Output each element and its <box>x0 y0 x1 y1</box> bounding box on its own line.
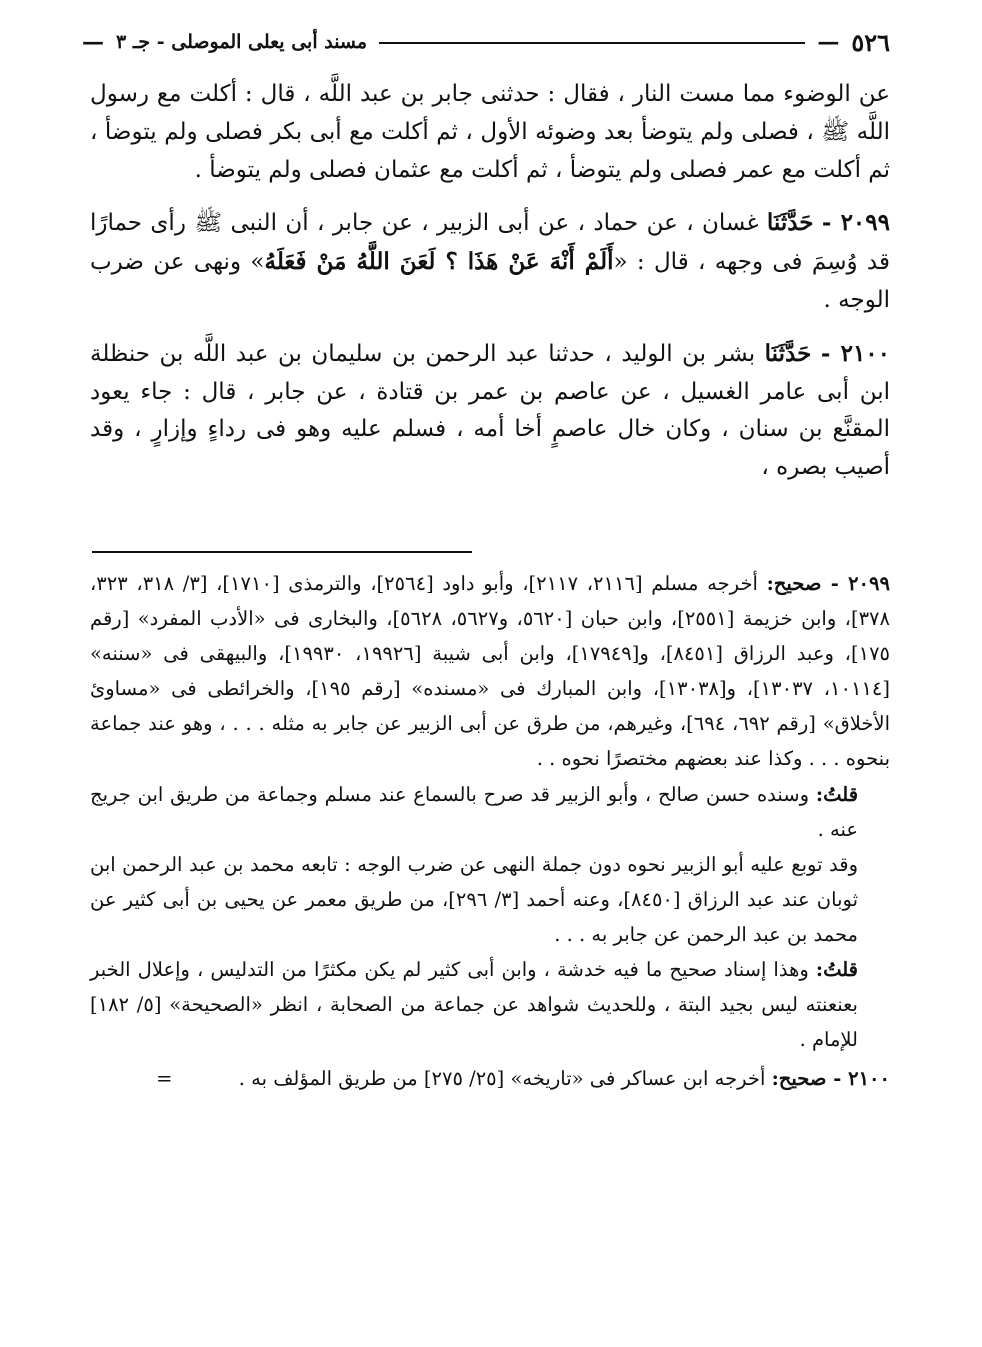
footnote-qult-2 <box>90 952 858 1057</box>
running-header <box>82 22 890 62</box>
footnote-2099 <box>90 566 890 777</box>
footnotes <box>90 566 890 1096</box>
hadith-number: ٢٠٩٩ - <box>821 209 890 237</box>
hadith-text-end: » ونهى عن ضرب الوجه . <box>90 249 890 313</box>
footnote-2100 <box>90 1061 890 1096</box>
qult-label: قلتُ: <box>815 782 859 806</box>
header-dash: — <box>817 29 840 55</box>
hadith-keyword: حَدَّثَنَا <box>764 339 812 367</box>
footnote-qult-1 <box>90 777 858 847</box>
continuation-mark: = <box>156 1067 173 1091</box>
footnote-separator <box>92 551 472 553</box>
qult-label: قلتُ: <box>815 958 858 982</box>
hadith-2100 <box>90 335 890 487</box>
hadith-number: ٢١٠٠ - <box>820 339 891 367</box>
footnote-text: أخرجه ابن عساكر فى «تاريخه» [٢٥/ ٢٧٥] من طريق المؤلف به . <box>238 1067 766 1091</box>
footnote-tabaa: وقد توبع عليه أبو الزبير نحوه دون جملة النهى عن ضرب الوجه : تابعه محمد بن عبد الرحمن ابن ثوبان عند عبد الرزاق [٨٤٥٠]، وعنه أحمد [٣/ ٢٩٦]، من طريق معمر عن يحيى بن أبى كثير عن محمد بن عبد الرحمن عن جابر به . . . <box>90 852 858 946</box>
header-rule <box>379 42 805 44</box>
qult-text: وهذا إسناد صحيح ما فيه خدشة ، وابن أبى كثير لم يكن مكثرًا من التدليس ، وإعلال الخبر بعنعنته ليس بجيد البتة ، وللحديث شواهد عن جماعة من الصحابة ، انظر «الصحيحة» [٥/ ١٨٢] للإمام . <box>90 958 858 1052</box>
hadith-keyword: حَدَّثَنَا <box>766 209 814 237</box>
qult-text: وسنده حسن صالح ، وأبو الزبير قد صرح بالسماع عند مسلم وجماعة من طريق ابن جريج عنه . <box>90 782 858 841</box>
footnote-label: ٢٠٩٩ - صحيح: <box>766 572 890 595</box>
hadith-2099 <box>90 204 890 319</box>
prophetic-quote: أَلَمْ أَنْهَ عَنْ هَذَا ؟ لَعَنَ اللَّهُ مَنْ فَعَلَهُ <box>264 248 614 276</box>
footnote-text: أخرجه مسلم [٢١١٦، ٢١١٧]، وأبو داود [٢٥٦٤]، والترمذى [١٧١٠]، [٣/ ٣١٨، ٣٢٣، ٣٧٨]، وابن خزيمة [٢٥٥١]، وابن حبان [٥٦٢٠، و٥٦٢٧، ٥٦٢٨]، والبخارى فى «الأدب المفرد» [رقم ١٧٥]، وعبد الرزاق [٨٤٥١]، و[١٧٩٤٩]، وابن أبى شيبة [١٩٩٢٦، ١٩٩٣٠]، والبيهقى فى «سننه» [١٠١١٤، ١٣٠٣٧]، و[١٣٠٣٨]، وابن المبارك فى «مسنده» [رقم ١٩٥]، والخرائطى فى «مساوئ الأخلاق» [رقم ٦٩٢، ٦٩٤]، وغيرهم، من طرق عن أبى الزبير عن جابر به مثله . . . ، وهو عند جماعة بنحوه . . . وكذا عند بعضهم مختصرًا نحوه . . <box>90 572 891 771</box>
hadith-text: غسان ، عن حماد ، عن أبى الزبير ، عن جابر ، أن النبى ﷺ رأى حمارًا قد وُسِمَ فى وجهه ، قال : « <box>90 210 890 276</box>
continuation-paragraph: عن الوضوء مما مست النار ، فقال : حدثنى جابر بن عبد اللَّه ، قال : أكلت مع رسول اللَّه ﷺ ، فصلى ولم يتوضأ بعد وضوئه الأول ، ثم أكلت مع أبى بكر فصلى ولم يتوضأ ، ثم أكلت مع عمر فصلى ولم يتوضأ ، ثم أكلت مع عثمان فصلى ولم يتوضأ . <box>90 81 890 183</box>
hadith-text: بشر بن الوليد ، حدثنا عبد الرحمن بن سليمان بن عبد اللَّه بن حنظلة ابن أبى عامر الغسيل ، عن عاصم بن عمر بن قتادة ، عن جابر ، قال : جاء يعود المقنَّع بن سنان ، وكان خال عاصمٍ أخا أمه ، فسلم عليه وهو فى رداءٍ وإزارٍ ، وقد أصيب بصره ، <box>90 340 890 481</box>
main-text <box>90 76 890 502</box>
header-dash: — <box>82 29 104 55</box>
footnote-label: ٢١٠٠ - صحيح: <box>771 1067 890 1091</box>
header-title: مسند أبى يعلى الموصلى - جـ ٣ <box>116 31 368 53</box>
page-number: ٥٢٦ <box>851 27 890 57</box>
